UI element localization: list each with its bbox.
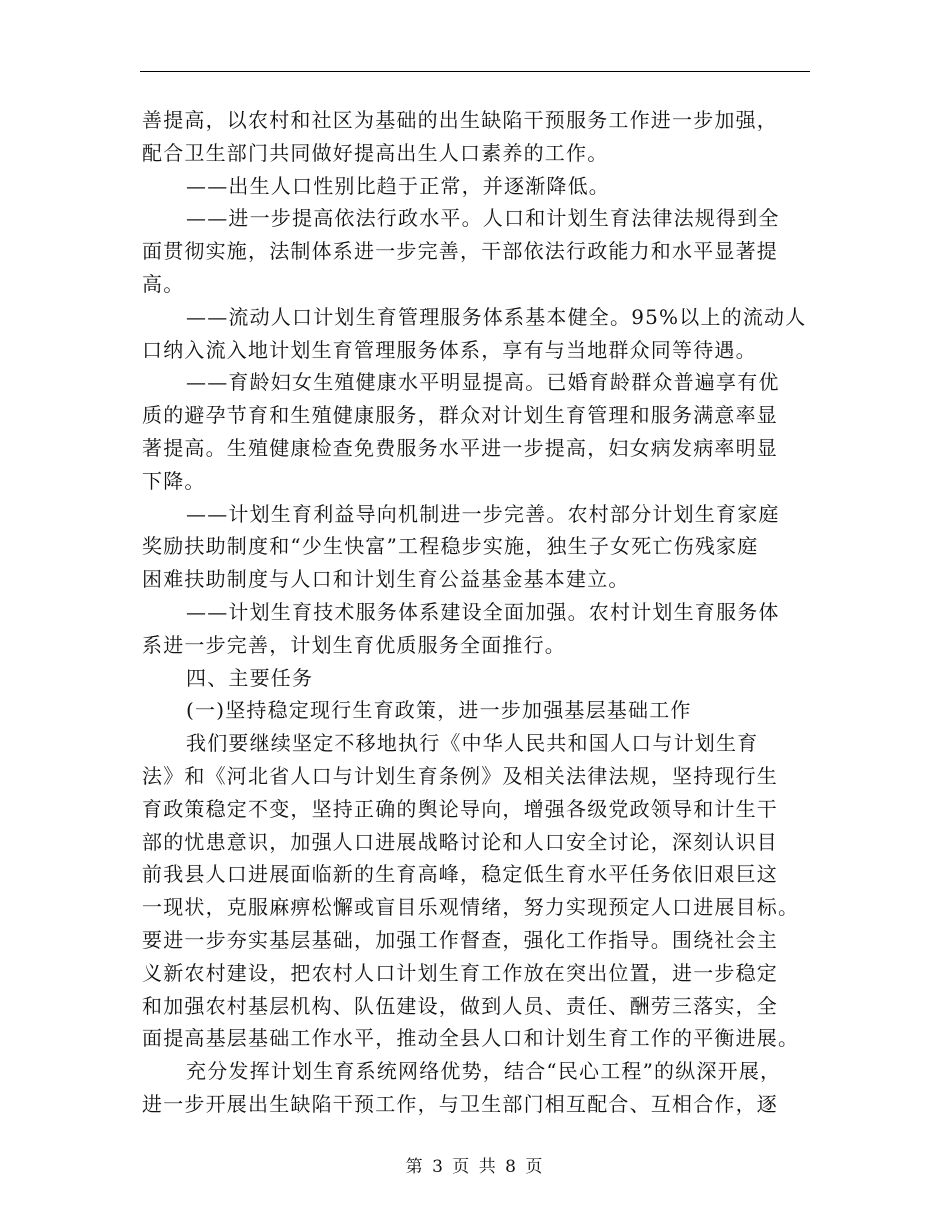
text-line: 一现状，克服麻痹松懈或盲目乐观情绪，努力实现预定人口进展目标。 (142, 895, 800, 920)
text-line: ——进一步提高依法行政水平。人口和计划生育法律法规得到全 (186, 206, 780, 231)
text-line: 著提高。生殖健康检查免费服务水平进一步提高，妇女病发病率明显 (142, 435, 778, 460)
text-line: 充分发挥计划生育系统网络优势，结合“民心工程”的纵深开展， (186, 1059, 782, 1084)
text-line: 下降。 (142, 468, 206, 493)
text-line: 进一步开展出生缺陷干预工作，与卫生部门相互配合、互相合作，逐 (142, 1091, 778, 1116)
header-rule (140, 71, 810, 72)
text-line: 面提高基层基础工作水平，推动全县人口和计划生育工作的平衡进展。 (142, 1026, 800, 1051)
text-line: 我们要继续坚定不移地执行《中华人民共和国人口与计划生育 (186, 731, 759, 756)
text-line: 义新农村建设，把农村人口计划生育工作放在突出位置，进一步稳定 (142, 960, 778, 985)
text-line: 和加强农村基层机构、队伍建设，做到人员、责任、酬劳三落实，全 (142, 993, 778, 1018)
text-line: ——流动人口计划生育管理服务体系基本健全。95%以上的流动人 (186, 304, 807, 329)
text-line: ——计划生育利益导向机制进一步完善。农村部分计划生育家庭 (186, 501, 780, 526)
text-line: ——计划生育技术服务体系建设全面加强。农村计划生育服务体 (186, 599, 780, 624)
subsection-heading: (一)坚持稳定现行生育政策，进一步加强基层基础工作 (186, 698, 692, 723)
text-line: 要进一步夯实基层基础，加强工作督查，强化工作指导。围绕社会主 (142, 927, 778, 952)
section-heading: 四、主要任务 (186, 665, 314, 690)
text-line: 困难扶助制度与人口和计划生育公益基金基本建立。 (142, 567, 630, 592)
text-line: 面贯彻实施，法制体系进一步完善，干部依法行政能力和水平显著提 (142, 239, 778, 264)
text-line: 育政策稳定不变，坚持正确的舆论导向，增强各级党政领导和计生干 (142, 796, 778, 821)
text-line: 高。 (142, 271, 185, 296)
text-line: 法》和《河北省人口与计划生育条例》及相关法律法规，坚持现行生 (142, 763, 778, 788)
body-text (142, 104, 812, 1121)
text-line: 前我县人口进展面临新的生育高峰，稳定低生育水平任务依旧艰巨这 (142, 862, 778, 887)
text-line: 部的忧患意识，加强人口进展战略讨论和人口安全讨论，深刻认识目 (142, 829, 778, 854)
text-line: 质的避孕节育和生殖健康服务，群众对计划生育管理和服务满意率显 (142, 403, 778, 428)
text-line: ——育龄妇女生殖健康水平明显提高。已婚育龄群众普遍享有优 (186, 370, 780, 395)
text-line: ——出生人口性别比趋于正常，并逐渐降低。 (186, 173, 610, 198)
text-line: 奖励扶助制度和“少生快富”工程稳步实施，独生子女死亡伤残家庭 (142, 534, 759, 559)
text-line: 善提高，以农村和社区为基础的出生缺陷干预服务工作进一步加强， (142, 108, 778, 132)
text-line: 系进一步完善，计划生育优质服务全面推行。 (142, 632, 566, 657)
text-line: 配合卫生部门共同做好提高出生人口素养的工作。 (142, 140, 609, 165)
page-footer: 第 3 页 共 8 页 (405, 1157, 545, 1177)
text-line: 口纳入流入地计划生育管理服务体系，享有与当地群众同等待遇。 (142, 337, 757, 362)
